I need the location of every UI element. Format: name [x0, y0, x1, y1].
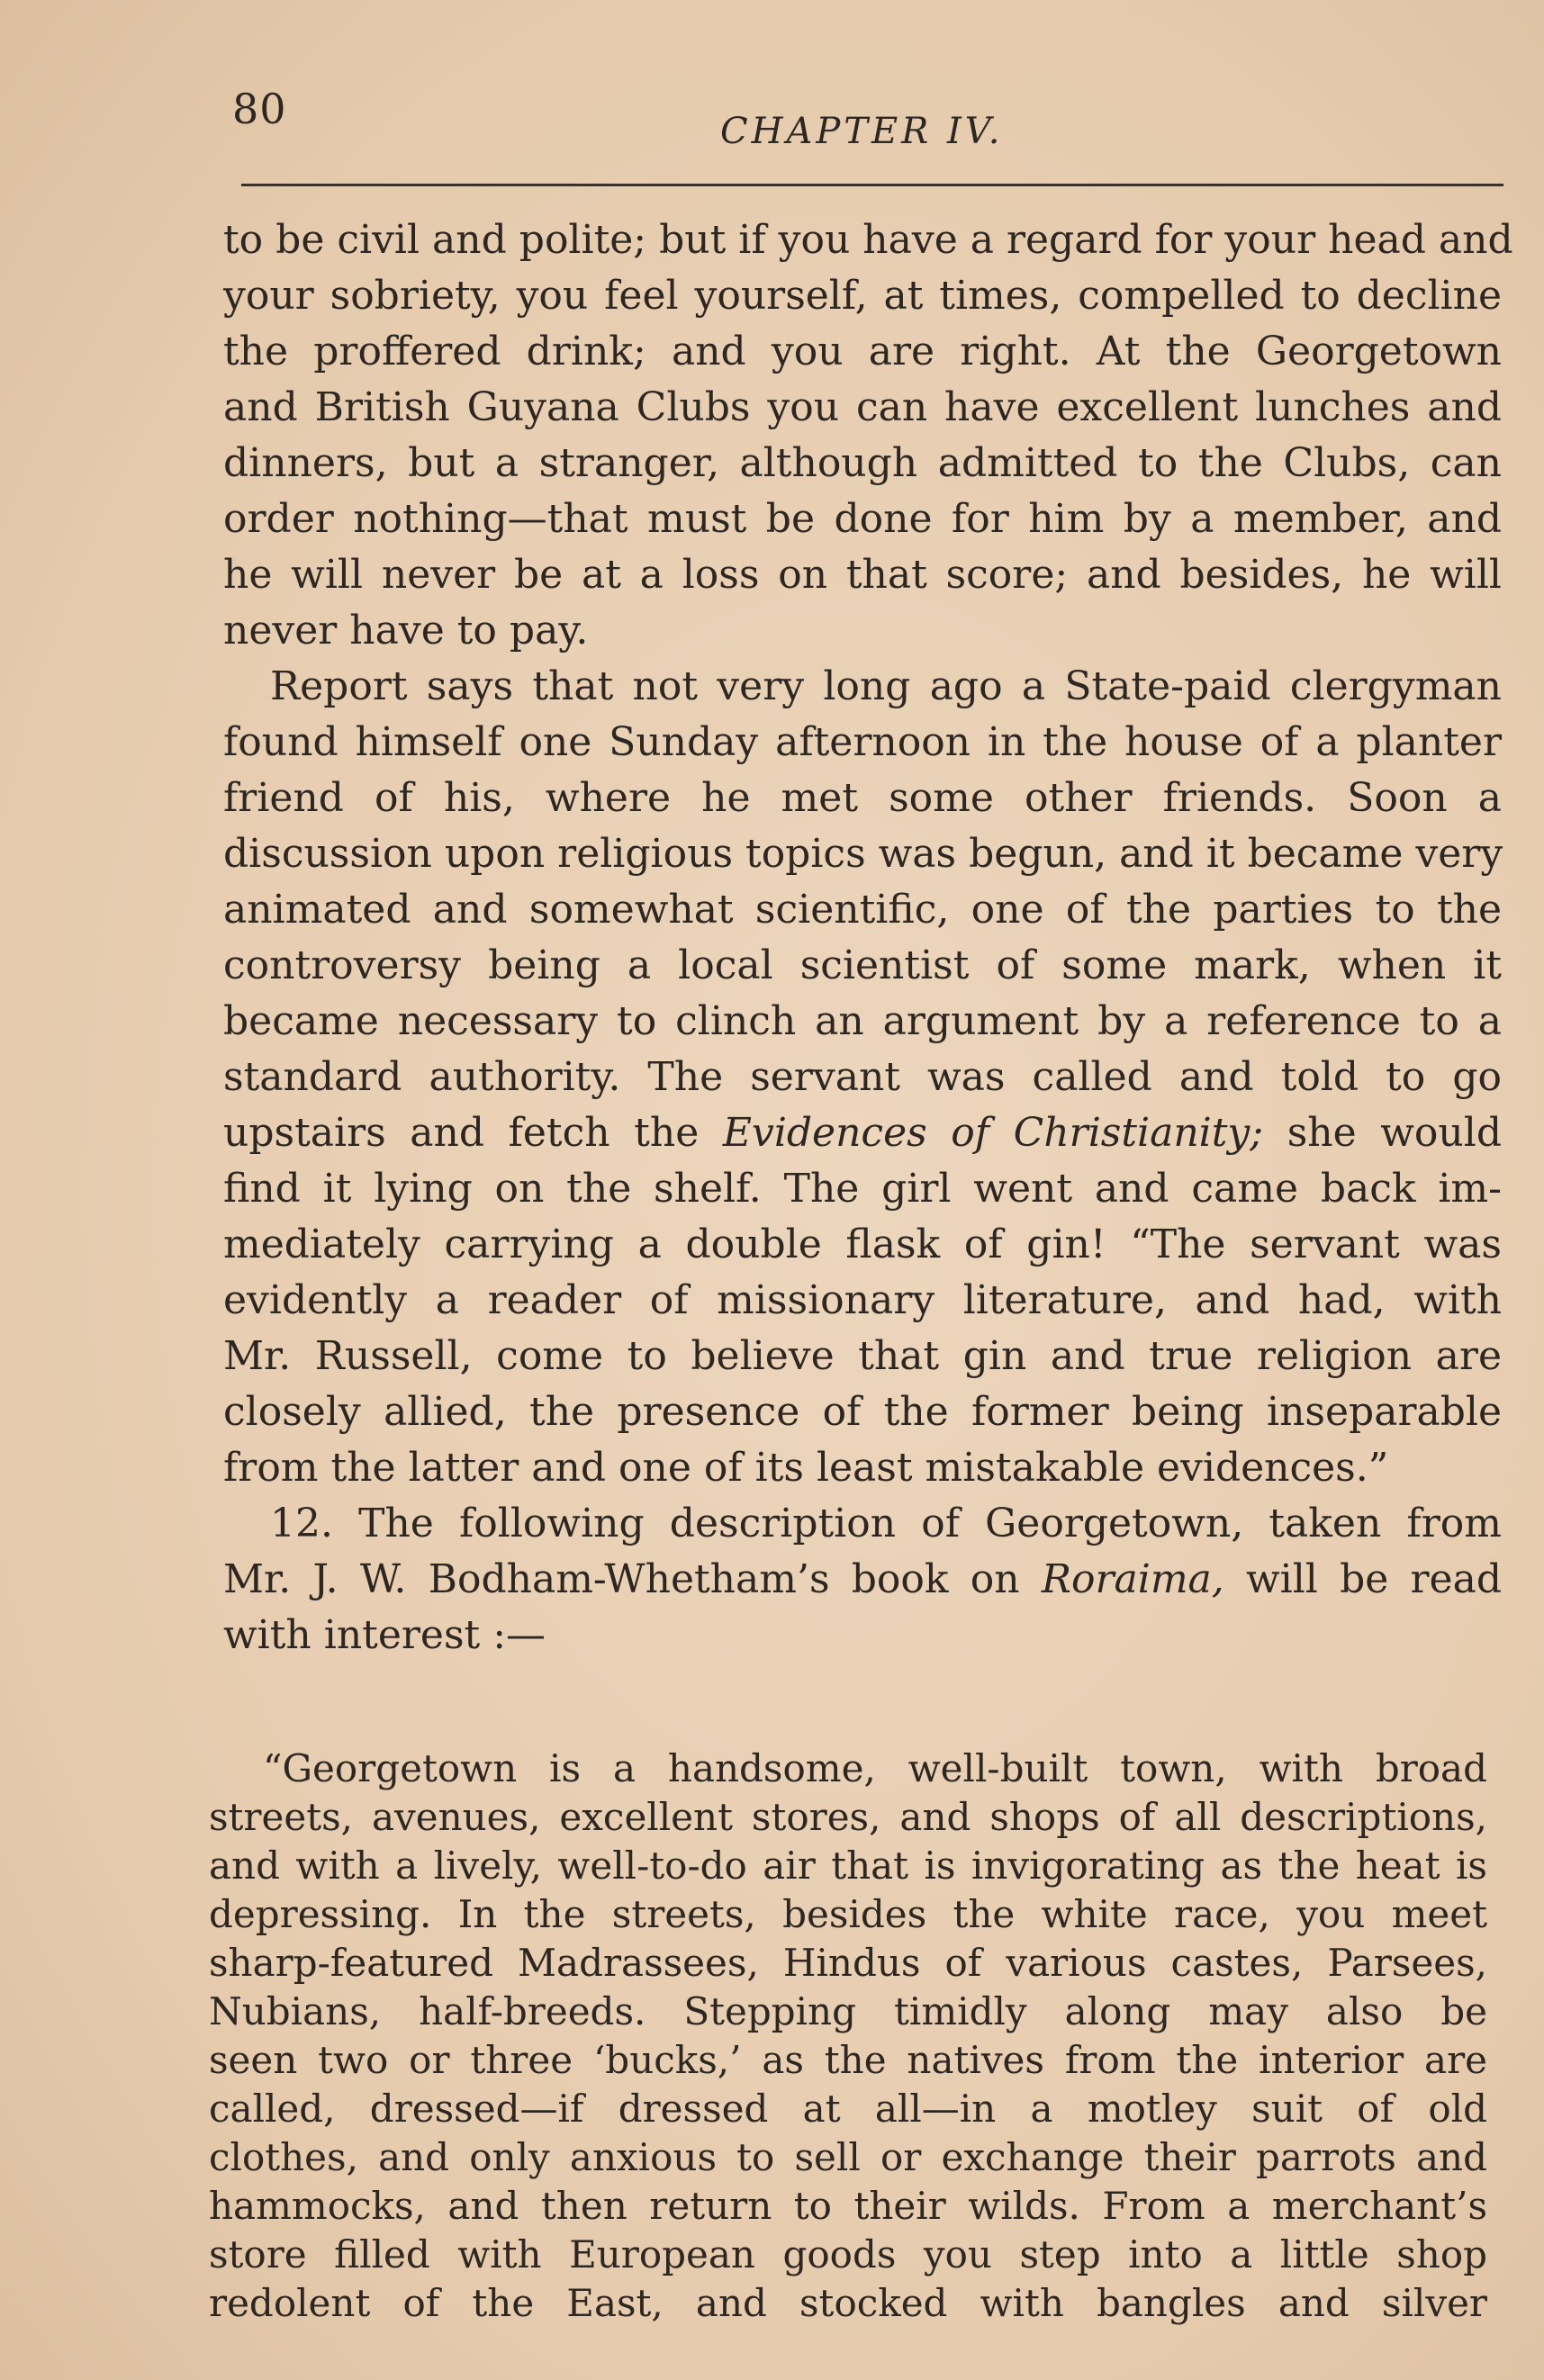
- running-head: CHAPTER IV.: [720, 111, 1004, 152]
- text-line: discussion upon religious topics was begun, and it became very: [223, 831, 1503, 877]
- quote-line: seen two or three ‘bucks,’ as the natives from the interior are: [209, 2038, 1487, 2082]
- text-line: Mr. Russell, come to believe that gin and true religion are: [223, 1333, 1502, 1379]
- text-line: evidently a reader of missionary literature, and had, with: [223, 1277, 1502, 1323]
- text-line: controversy being a local scientist of some mark, when it: [223, 942, 1502, 988]
- book-title-italic: Roraima,: [1041, 1556, 1224, 1602]
- text-line: with interest :—: [223, 1612, 546, 1658]
- text-line: he will never be at a loss on that score; and besides, he will: [223, 552, 1502, 598]
- text-line: [223, 1552, 1502, 1608]
- block-quote: [209, 1744, 1487, 2328]
- text-line: your sobriety, you feel yourself, at times, compelled to decline: [223, 273, 1502, 319]
- text-line: find it lying on the shelf. The girl went and came back im-: [223, 1166, 1502, 1212]
- text-line: the proffered drink; and you are right. At the Georgetown: [223, 329, 1502, 374]
- text-line: 12. The following description of Georgetown, taken from: [270, 1501, 1502, 1546]
- quote-line: sharp-featured Madrassees, Hindus of various castes, Parsees,: [209, 1941, 1487, 1985]
- quote-line: clothes, and only anxious to sell or exchange their parrots and: [209, 2135, 1487, 2179]
- text-line: became necessary to clinch an argument by a reference to a: [223, 998, 1502, 1044]
- text-line: standard authority. The servant was called and told to go: [223, 1054, 1502, 1100]
- body-text: [223, 212, 1513, 1663]
- quote-line: store filled with European goods you step into a little shop: [209, 2232, 1487, 2276]
- paragraph-3: [223, 1496, 1502, 1663]
- page-number: 80: [232, 85, 287, 133]
- quote-line: redolent of the East, and stocked with bangles and silver: [209, 2281, 1487, 2325]
- text-segment: upstairs and fetch the: [223, 1110, 723, 1156]
- quote-line: called, dressed—if dressed at all—in a motley suit of old: [209, 2087, 1487, 2131]
- quote-line: hammocks, and then return to their wilds. From a merchant’s: [209, 2184, 1487, 2228]
- text-line: Report says that not very long ago a State-paid clergyman: [270, 663, 1502, 709]
- paragraph-1: [223, 212, 1513, 659]
- book-title-italic: Evidences of Christianity;: [722, 1110, 1264, 1156]
- header-rule: [241, 184, 1503, 186]
- text-line: and British Guyana Clubs you can have excellent lunches and: [223, 384, 1502, 430]
- text-line: dinners, but a stranger, although admitted to the Clubs, can: [223, 440, 1502, 486]
- text-line: animated and somewhat scientific, one of the parties to the: [223, 887, 1502, 933]
- text-line: closely allied, the presence of the former being inseparable: [223, 1389, 1502, 1435]
- quote-line: depressing. In the streets, besides the white race, you meet: [209, 1892, 1487, 1936]
- text-line: [223, 1105, 1502, 1161]
- text-line: to be civil and polite; but if you have a regard for your head and: [223, 217, 1513, 263]
- text-segment: will be read: [1223, 1556, 1502, 1602]
- text-line: found himself one Sunday afternoon in the house of a planter: [223, 719, 1502, 765]
- text-line: order nothing—that must be done for him by a member, and: [223, 496, 1502, 542]
- text-line: friend of his, where he met some other friends. Soon a: [223, 775, 1502, 821]
- quote-line: “Georgetown is a handsome, well-built town, with broad: [263, 1746, 1487, 1790]
- quote-line: streets, avenues, excellent stores, and shops of all descriptions,: [209, 1795, 1487, 1839]
- text-line: from the latter and one of its least mistakable evidences.”: [223, 1445, 1389, 1491]
- quote-line: Nubians, half-breeds. Stepping timidly along may also be: [209, 1989, 1487, 2033]
- text-line: mediately carrying a double flask of gin! “The servant was: [223, 1222, 1502, 1267]
- text-segment: she would: [1263, 1110, 1502, 1156]
- quote-line: and with a lively, well-to-do air that is invigorating as the heat is: [209, 1844, 1487, 1888]
- text-segment: Mr. J. W. Bodham-Whetham’s book on: [223, 1556, 1042, 1602]
- paragraph-2: [223, 659, 1502, 1496]
- text-line: never have to pay.: [223, 608, 589, 654]
